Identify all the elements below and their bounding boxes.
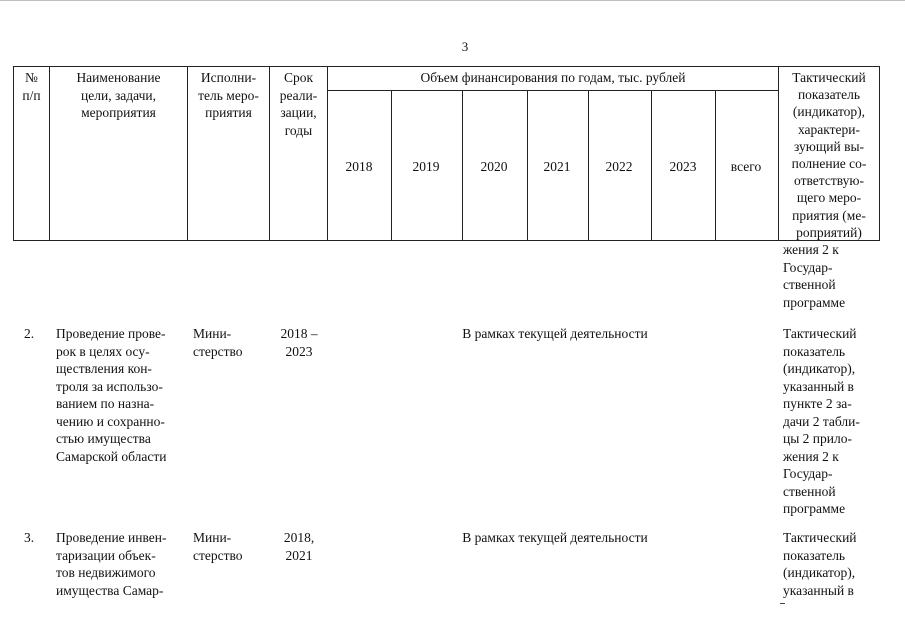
page-number: 3 — [461, 39, 469, 54]
header-year-2022: 2022 — [605, 159, 633, 174]
row-term: 2018 – 2023 — [280, 326, 318, 359]
header-year-2018: 2018 — [345, 159, 373, 174]
header-year-2021: 2021 — [543, 159, 571, 174]
row-measure-name: Проведение инвен- таризации объек- тов недвижимого имущества Самар- — [56, 530, 167, 598]
header-col-indicator: Тактический показатель (индикатор), характери- зующий вы- полнение со- ответствую- щего меро- приятия (ме- роприятий) — [791, 70, 867, 240]
previous-row-indicator-tail: жения 2 к Государ- ственной программе — [783, 242, 846, 310]
header-bottom-border — [13, 240, 879, 241]
financing-subheader-border — [327, 90, 778, 91]
header-year-2023: 2023 — [669, 159, 697, 174]
header-vline — [778, 66, 779, 241]
header-total: всего — [730, 159, 762, 174]
row-term: 2018, 2021 — [283, 530, 315, 563]
header-col-financing: Объем финансирования по годам, тыс. рублей — [420, 70, 686, 85]
header-col-executor: Исполни- тель меро- приятия — [198, 70, 259, 120]
header-vline — [715, 91, 716, 241]
header-vline — [527, 91, 528, 241]
header-vline — [327, 66, 328, 241]
row-executor: Мини- стерство — [193, 326, 243, 359]
row-indicator: Тактический показатель (индикатор), указанный в пункте 2 за- дачи 2 табли- цы 2 прило- жения 2 к Государ- ственной программе — [783, 326, 860, 516]
row-measure-name: Проведение прове- рок в целях осу- ществления кон- троля за использо- ванием по назна- чению и сохранно- стью имущества Самарской области — [56, 326, 167, 464]
header-top-border — [13, 66, 879, 67]
header-vline — [879, 66, 880, 241]
header-vline — [588, 91, 589, 241]
header-year-2020: 2020 — [480, 159, 508, 174]
row-financing: В рамках текущей деятельности — [462, 326, 648, 341]
header-vline — [651, 91, 652, 241]
row-number: 3. — [23, 530, 35, 545]
header-vline — [187, 66, 188, 241]
scan-mark — [780, 603, 785, 604]
page-top-edge — [0, 0, 905, 1]
row-number: 2. — [23, 326, 35, 341]
row-indicator: Тактический показатель (индикатор), указанный в — [783, 530, 857, 598]
header-vline — [269, 66, 270, 241]
header-vline — [462, 91, 463, 241]
header-col-num: № п/п — [22, 70, 41, 103]
header-vline — [391, 91, 392, 241]
row-financing: В рамках текущей деятельности — [462, 530, 648, 545]
row-executor: Мини- стерство — [193, 530, 243, 563]
header-col-name: Наименование цели, задачи, мероприятия — [76, 70, 161, 120]
header-col-term: Срок реали- зации, годы — [279, 70, 318, 138]
header-vline — [49, 66, 50, 241]
header-year-2019: 2019 — [412, 159, 440, 174]
header-vline — [13, 66, 14, 241]
